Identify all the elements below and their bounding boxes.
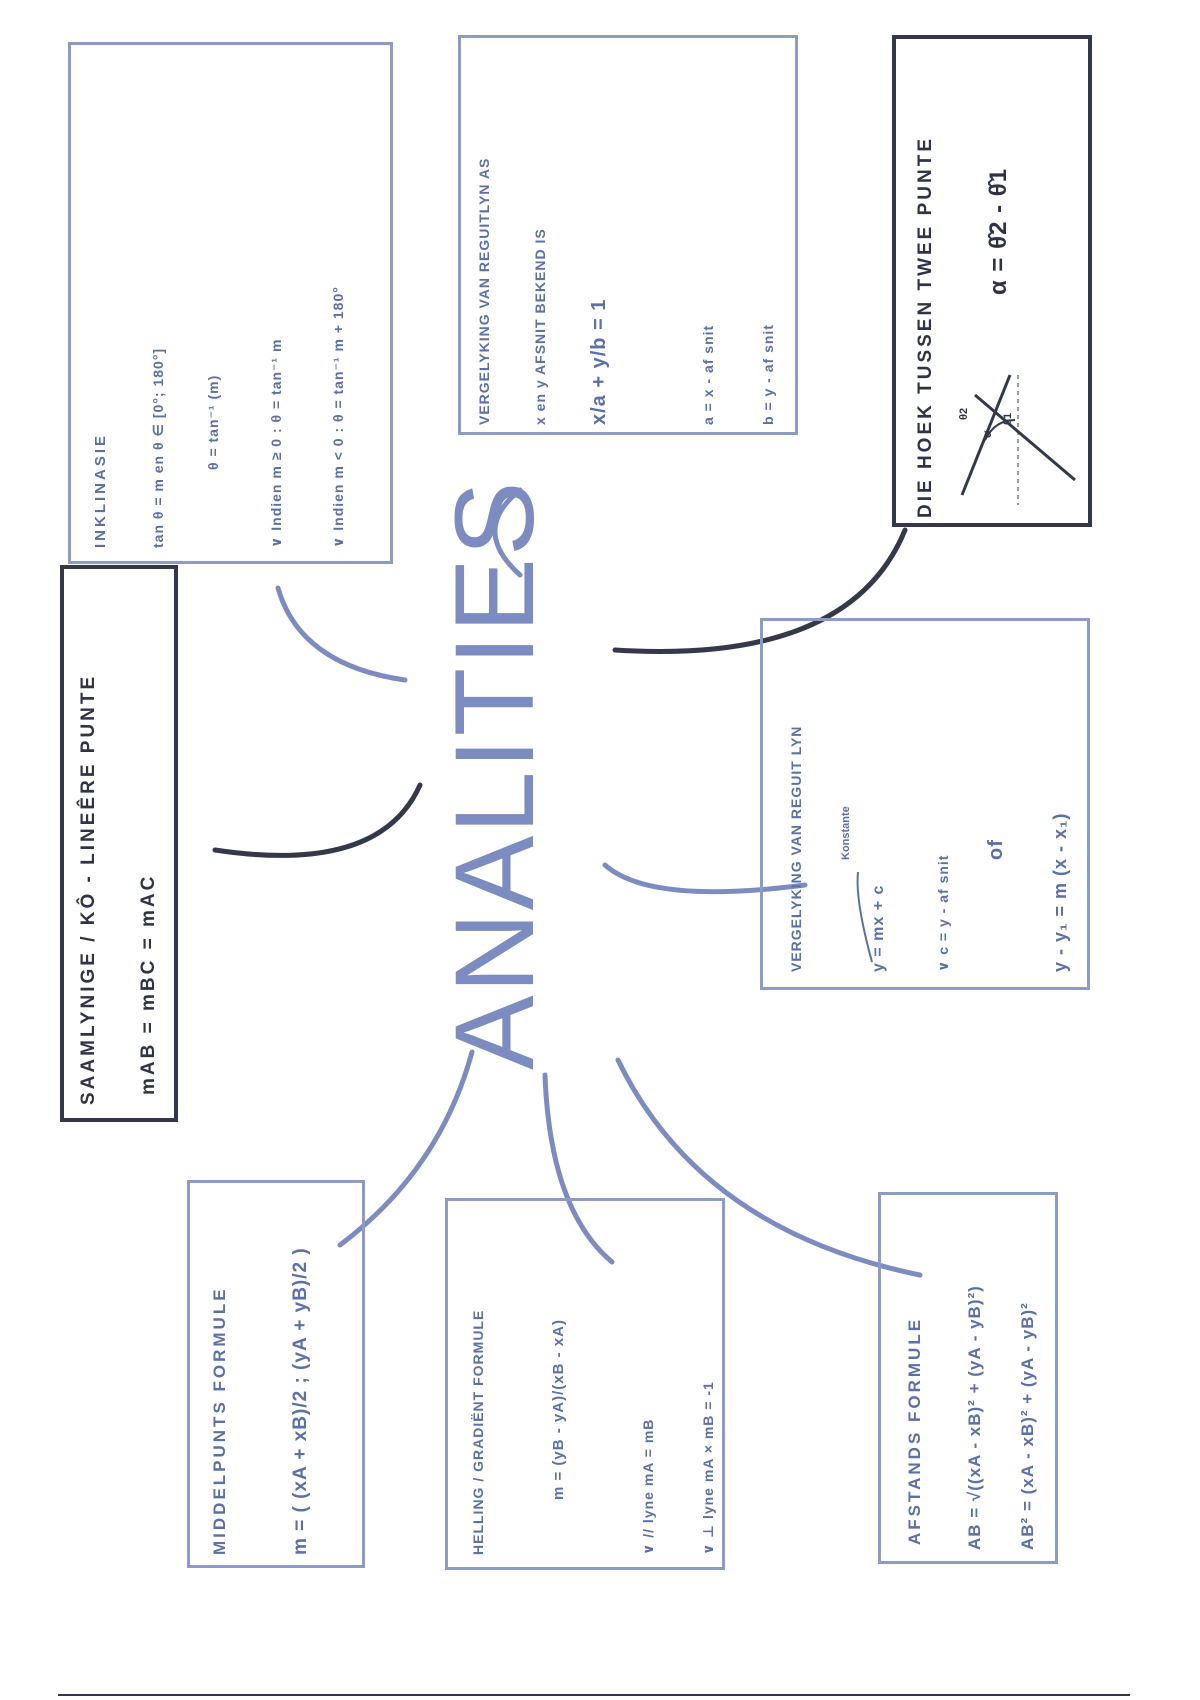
- reguit-lyn-line-4: y - y₁ = m (x - x₁): [1050, 812, 1070, 972]
- inklinasie-line-3: ∨ Indien m ≥ 0 : θ = tan⁻¹ m: [268, 338, 284, 548]
- helling-box: [445, 1198, 725, 1570]
- vergelyking-as-line-4: b = y - af snit: [760, 324, 776, 425]
- inklinasie-line-4: ∨ Indien m < 0 : θ = tan⁻¹ m + 180°: [330, 286, 346, 548]
- afstand-title: AFSTANDS FORMULE: [905, 1316, 924, 1545]
- helling-line-2: ∨ // lyne mA = mB: [640, 1418, 656, 1555]
- reguit-lyn-title: VERGELYKING VAN REGUIT LYN: [788, 725, 804, 972]
- saamlynige-formula: mAB = mBC = mAC: [138, 873, 159, 1095]
- reguit-lyn-line-1: y = mx + c: [870, 884, 887, 972]
- middelpunt-formula: m = ( (xA + xB)/2 ; (yA + yB)/2 ): [290, 1247, 311, 1555]
- saamlynige-title: SAAMLYNIGE / KÔ - LINEÊRE PUNTE: [78, 673, 99, 1105]
- afstand-line-1: AB = √((xA - xB)² + (yA - yB)²): [965, 1285, 984, 1550]
- center-title: ANALITIES: [432, 479, 557, 1070]
- reguit-lyn-line-3: of: [985, 839, 1007, 860]
- inklinasie-line-2: θ = tan⁻¹ (m): [205, 374, 221, 470]
- reguit-lyn-note: Konstante: [840, 806, 852, 860]
- afstand-line-2: AB² = (xA - xB)² + (yA - yB)²: [1018, 1302, 1037, 1550]
- angle-label-theta2: θ2: [958, 407, 970, 420]
- vergelyking-as-line-3: a = x - af snit: [700, 324, 716, 425]
- middelpunt-title: MIDDELPUNTS FORMULE: [210, 1286, 229, 1555]
- hoek-formula: α = θ̂2 - θ̂1: [985, 167, 1012, 295]
- inklinasie-title: INKLINASIE: [92, 432, 109, 548]
- helling-line-3: ∨ ⊥ lyne mA × mB = -1: [700, 1381, 716, 1555]
- angle-label-alpha: α: [980, 430, 994, 438]
- helling-title: HELLING / GRADIËNT FORMULE: [470, 1309, 486, 1555]
- helling-line-1: m = (yB - yA)/(xB - xA): [550, 1319, 567, 1500]
- inklinasie-line-1: tan θ = m en θ ∈ [0°; 180°]: [150, 347, 166, 548]
- reguit-lyn-line-2: ∨ c = y - af snit: [935, 854, 951, 972]
- hoek-title: DIE HOEK TUSSEN TWEE PUNTE: [915, 135, 936, 518]
- vergelyking-as-line-2: x/a + y/b = 1: [588, 298, 610, 425]
- vergelyking-as-title: VERGELYKING VAN REGUITLYN AS: [476, 157, 492, 425]
- angle-label-theta1: θ1: [1002, 412, 1014, 425]
- vergelyking-as-line-1: x en y AFSNIT BEKEND IS: [532, 228, 548, 425]
